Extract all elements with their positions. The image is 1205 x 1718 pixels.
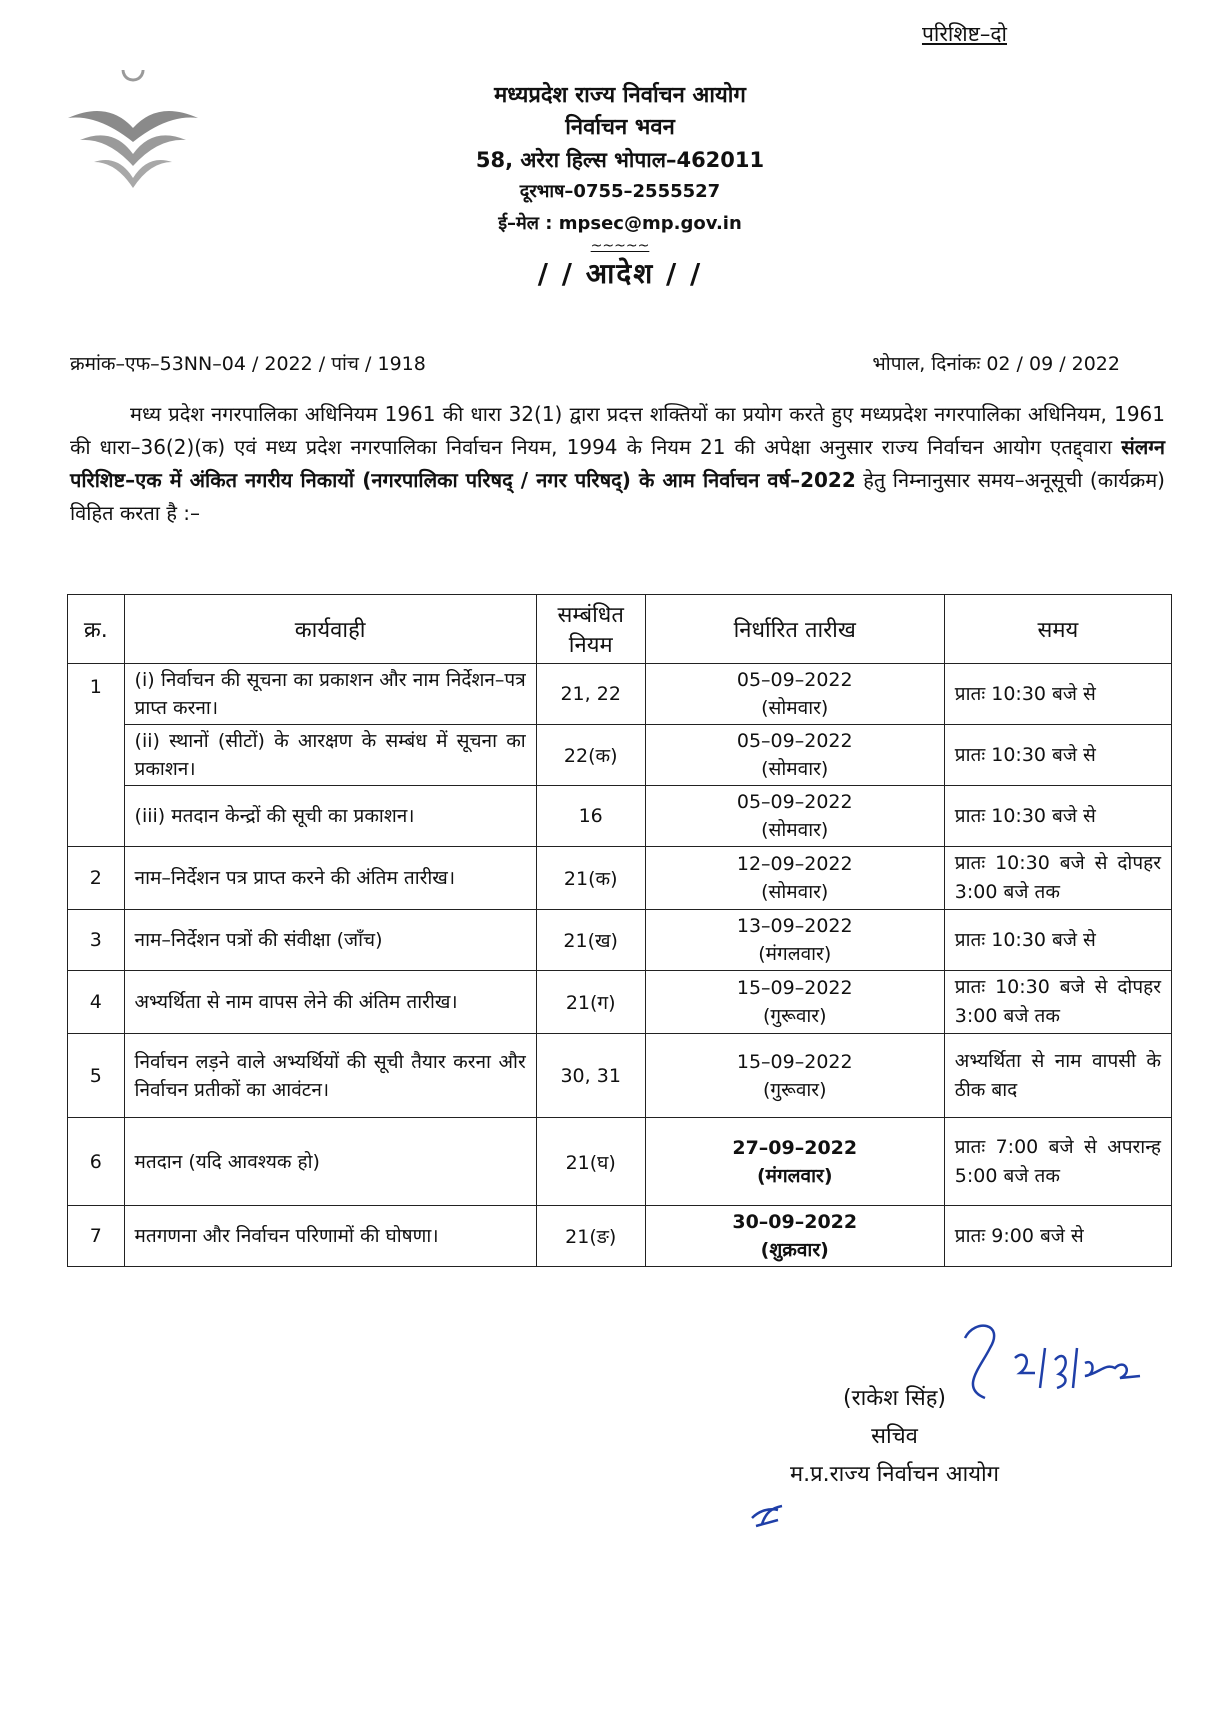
row-action: नाम–निर्देशन पत्र प्राप्त करने की अंतिम तारीख।	[124, 847, 536, 910]
row-date	[645, 1118, 944, 1206]
email: ई–मेल : mpsec@mp.gov.in	[498, 213, 742, 234]
row-time: प्रातः 9:00 बजे से	[944, 1206, 1171, 1267]
row-action: (i) निर्वाचन की सूचना का प्रकाशन और नाम निर्देशन–पत्र प्राप्त करना।	[124, 664, 536, 725]
table-row	[68, 847, 1172, 910]
row-sno: 3	[68, 910, 125, 971]
row-action: (ii) स्थानों (सीटों) के आरक्षण के सम्बंध में सूचना का प्रकाशन।	[124, 725, 536, 786]
row-rule: 21(ग)	[536, 971, 645, 1034]
row-rule: 30, 31	[536, 1034, 645, 1118]
table-row	[68, 786, 1172, 847]
row-rule: 21(ङ)	[536, 1206, 645, 1267]
row-sno: 4	[68, 971, 125, 1034]
header-rule: सम्बंधित नियम	[536, 595, 645, 664]
header-action: कार्यवाही	[124, 595, 536, 664]
row-time: प्रातः 10:30 बजे से	[944, 910, 1171, 971]
issue-date: भोपाल, दिनांकः 02 / 09 / 2022	[872, 353, 1120, 375]
row-date-value: 30–09–2022	[732, 1211, 858, 1233]
row-sno: 7	[68, 1206, 125, 1267]
header-sno: क्र.	[68, 595, 125, 664]
row-date	[645, 1034, 944, 1118]
row-sno: 6	[68, 1118, 125, 1206]
row-date	[645, 786, 944, 847]
row-action: मतदान (यदि आवश्यक हो)	[124, 1118, 536, 1206]
table-row	[68, 725, 1172, 786]
row-action: मतगणना और निर्वाचन परिणामों की घोषणा।	[124, 1206, 536, 1267]
signature-block	[790, 1380, 999, 1494]
row-date-value: 05–09–2022	[736, 791, 853, 813]
row-time: प्रातः 10:30 बजे से दोपहर 3:00 बजे तक	[944, 971, 1171, 1034]
row-action: नाम–निर्देशन पत्रों की संवीक्षा (जाँच)	[124, 910, 536, 971]
row-time: प्रातः 7:00 बजे से अपरान्ह 5:00 बजे तक	[944, 1118, 1171, 1206]
row-day: (शुक्रवार)	[760, 1239, 829, 1261]
row-sno: 2	[68, 847, 125, 910]
initial-mark	[748, 1500, 788, 1530]
row-day: (सोमवार)	[761, 819, 829, 841]
intro-text-1: मध्य प्रदेश नगरपालिका अधिनियम 1961 की धारा 32(1) द्वारा प्रदत्त शक्तियों का प्रयोग करते हुए मध्यप्रदेश नगरपालिका अधिनियम, 1961 की धारा–36(2)(क) एवं मध्य प्रदेश नगरपालिका निर्वाचन नियम, 1994 के नियम 21 की अपेक्षा अनुसार राज्य निर्वाचन आयोग एतद्द्वारा	[70, 402, 1165, 459]
row-day: (मंगलवार)	[758, 943, 832, 965]
row-rule: 16	[536, 786, 645, 847]
row-action: निर्वाचन लड़ने वाले अभ्यर्थियों की सूची तैयार करना और निर्वाचन प्रतीकों का आवंटन।	[124, 1034, 536, 1118]
row-time: प्रातः 10:30 बजे से	[944, 664, 1171, 725]
row-date	[645, 725, 944, 786]
building-name: निर्वाचन भवन	[565, 115, 675, 140]
signatory-name: (राकेश सिंह)	[843, 1386, 946, 1411]
row-sno: 1	[68, 664, 125, 847]
row-day: (सोमवार)	[761, 881, 829, 903]
row-action: अभ्यर्थिता से नाम वापस लेने की अंतिम तारीख।	[124, 971, 536, 1034]
row-time: अभ्यर्थिता से नाम वापसी के ठीक बाद	[944, 1034, 1171, 1118]
row-day: (गुरूवार)	[762, 1078, 827, 1101]
row-day: (सोमवार)	[761, 758, 829, 780]
annex-label: परिशिष्ट–दो	[921, 22, 1007, 46]
table-header-row	[68, 595, 1172, 664]
election-schedule-table	[67, 594, 1172, 1267]
row-date-value: 05–09–2022	[736, 730, 853, 752]
row-rule: 21(ख)	[536, 910, 645, 971]
table-row	[68, 1118, 1172, 1206]
row-rule: 22(क)	[536, 725, 645, 786]
table-row	[68, 664, 1172, 725]
row-time: प्रातः 10:30 बजे से	[944, 725, 1171, 786]
row-date	[645, 971, 944, 1034]
signatory-office: म.प्र.राज्य निर्वाचन आयोग	[790, 1462, 1000, 1487]
row-rule: 21(घ)	[536, 1118, 645, 1206]
row-rule: 21(क)	[536, 847, 645, 910]
address: 58, अरेरा हिल्स भोपाल–462011	[475, 148, 765, 172]
intro-text-2: हेतु निम्नानुसार समय–अनूसूची (कार्यक्रम) विहित करता है :–	[70, 468, 1165, 525]
row-date-value: 15–09–2022	[736, 977, 853, 999]
row-time: प्रातः 10:30 बजे से	[944, 786, 1171, 847]
intro-paragraph	[70, 398, 1165, 530]
row-time: प्रातः 10:30 बजे से दोपहर 3:00 बजे तक	[944, 847, 1171, 910]
intro-bold-text: संलग्न परिशिष्ट–एक में अंकित नगरीय निकायों (नगरपालिका परिषद् / नगर परिषद्) के आम निर्वाचन वर्ष–2022	[70, 435, 1165, 492]
header-date: निर्धारित तारीख	[645, 595, 944, 664]
signatory-designation: सचिव	[871, 1424, 918, 1449]
reference-number: क्रमांक–एफ–53NN–04 / 2022 / पांच / 1918	[70, 353, 426, 375]
row-sno: 5	[68, 1034, 125, 1118]
row-date	[645, 910, 944, 971]
table-row	[68, 910, 1172, 971]
header-time: समय	[944, 595, 1171, 664]
row-date	[645, 847, 944, 910]
row-date-value: 27–09–2022	[732, 1136, 858, 1159]
row-day: (मंगलवार)	[756, 1164, 833, 1187]
row-day: (सोमवार)	[761, 697, 829, 719]
phone: दूरभाष–0755–2555527	[519, 181, 721, 202]
row-day: (गुरूवार)	[762, 1005, 827, 1027]
table-row	[68, 971, 1172, 1034]
letterhead	[300, 80, 940, 290]
table-row	[68, 1206, 1172, 1267]
row-date	[645, 1206, 944, 1267]
commission-logo	[58, 70, 208, 195]
row-date-value: 13–09–2022	[736, 915, 853, 937]
row-date	[645, 664, 944, 725]
org-name: मध्यप्रदेश राज्य निर्वाचन आयोग	[494, 83, 746, 108]
row-date-value: 05–09–2022	[736, 669, 853, 691]
divider-mark: ~~~~~	[590, 238, 650, 254]
row-date-value: 15–09–2022	[736, 1050, 853, 1073]
row-date-value: 12–09–2022	[736, 853, 853, 875]
table-row	[68, 1034, 1172, 1118]
row-rule: 21, 22	[536, 664, 645, 725]
order-title: / / आदेश / /	[537, 257, 703, 290]
row-action: (iii) मतदान केन्द्रों की सूची का प्रकाशन।	[124, 786, 536, 847]
